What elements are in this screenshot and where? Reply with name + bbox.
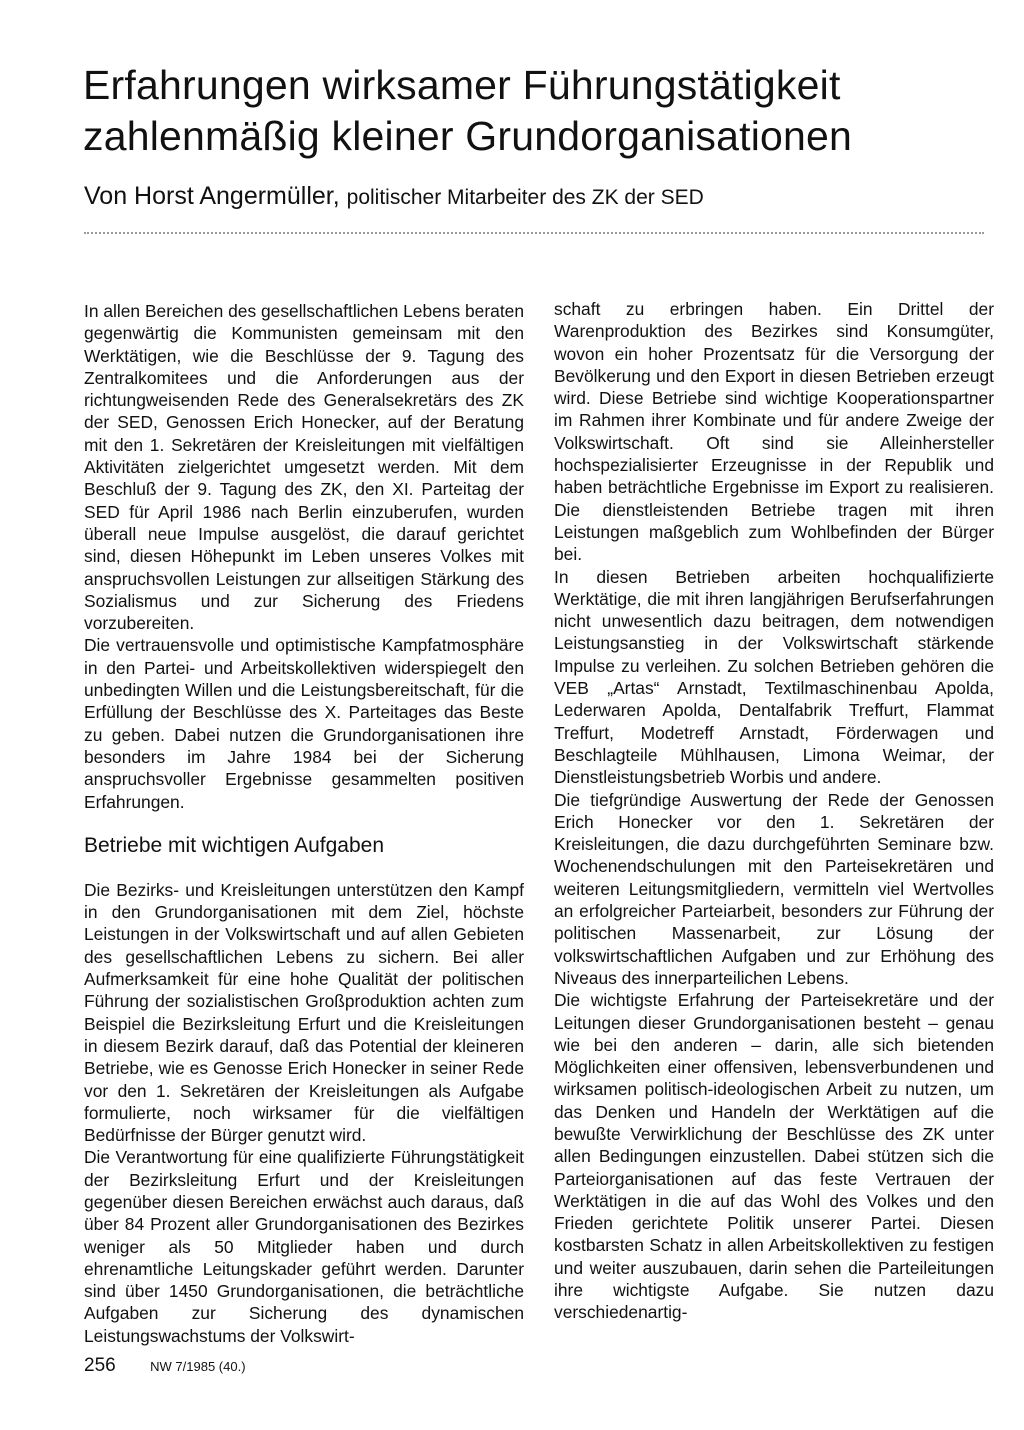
paragraph: In diesen Betrieben arbeiten hochqualifizierte Werktätige, die mit ihren langjährigen Berufserfahrungen nicht unwesentlich dazu beitragen, dem notwendigen Leistungsanstieg in der Volkswirtschaft stärkende Impulse zu verleihen. Zu solchen Betrieben gehören die VEB „Artas“ Arnstadt, Textilmaschinenbau Apolda, Lederwaren Apolda, Dentalfabrik Treffurt, Flammat Treffurt, Modetreff Arnstadt, Förderwagen und Beschlagteile Mühlhausen, Limona Weimar, der Dienstleistungsbetrieb Worbis und andere. xyxy=(554,566,994,788)
title-divider xyxy=(84,232,984,234)
paragraph: Die Verantwortung für eine qualifizierte Führungstätigkeit der Bezirksleitung Erfurt und der Kreisleitungen gegenüber diesen Bereichen erwächst auch daraus, daß über 84 Prozent aller Grundorganisationen des Bezirkes weniger als 50 Mitglieder haben und durch ehrenamtliche Leitungskader geführt werden. Darunter sind über 1450 Grundorganisationen, die beträchtliche Aufgaben zur Sicherung des dynamischen Leistungswachstums der Volkswirt- xyxy=(84,1147,524,1346)
left-column xyxy=(84,300,524,1347)
title-line-2: zahlenmäßig kleiner Grundorganisationen xyxy=(83,113,853,159)
title-line-1: Erfahrungen wirksamer Führungstätigkeit xyxy=(83,62,841,108)
right-column xyxy=(554,298,994,1324)
page-number: 256 xyxy=(84,1355,116,1376)
paragraph: Die vertrauensvolle und optimistische Kampfatmosphäre in den Partei- und Arbeitskollektiven widerspiegelt den unbedingten Willen und die Leistungsbereitschaft, für die Erfüllung der Beschlüsse des X. Parteitages das Beste zu geben. Dabei nutzen die Grundorganisationen ihre besonders im Jahre 1984 bei der Sicherung anspruchsvoller Ergebnisse gesammelten positiven Erfahrungen. xyxy=(84,635,524,812)
paragraph: schaft zu erbringen haben. Ein Drittel der Warenproduktion des Bezirkes sind Konsumgüter, wovon ein hoher Prozentsatz für die Versorgung der Bevölkerung und den Export in diesen Betrieben erzeugt wird. Diese Betriebe sind wichtige Kooperationspartner im Rahmen ihrer Kombinate und für andere Zweige der Volkswirtschaft. Oft sind sie Alleinhersteller hochspezialisierter Erzeugnisse in der Republik und haben beträchtliche Ergebnisse im Export zu realisieren. Die dienstleistenden Betriebe tragen mit ihren Leistungen maßgeblich zum Wohlbefinden der Bürger bei. xyxy=(554,299,994,565)
paragraph: In allen Bereichen des gesellschaftlichen Lebens beraten gegenwärtig die Kommunisten gemeinsam mit den Werktätigen, wie die Beschlüsse der 9. Tagung des Zentralkomitees und die Anforderungen aus der richtungweisenden Rede des Generalsekretärs des ZK der SED, Genossen Erich Honecker, auf der Beratung mit den 1. Sekretären der Kreisleitungen mit vielfältigen Aktivitäten zielgerichtet umgesetzt werden. Mit dem Beschluß der 9. Tagung des ZK, den XI. Parteitag der SED für April 1986 nach Berlin einzuberufen, wurden überall neue Impulse ausgelöst, die darauf gerichtet sind, diesen Höhepunkt im Leben unseres Volkes mit anspruchsvollen Leistungen zur allseitigen Stärkung des Sozialismus und zur Sicherung des Friedens vorzubereiten. xyxy=(84,301,524,634)
byline-author: Von Horst Angermüller, xyxy=(84,182,340,210)
paragraph: Die tiefgründige Auswertung der Rede der Genossen Erich Honecker vor den 1. Sekretären der Kreisleitungen, die dazu durchgeführten Seminare bzw. Wochenendschulungen mit den Parteisekretären und weiteren Leitungsmitgliedern, vermitteln viel Wertvolles an erfolgreicher Parteiarbeit, besonders zur Führung der politischen Massenarbeit, zur Lösung der volkswirtschaftlichen Aufgaben und zur Erhöhung des Niveaus des innerparteilichen Lebens. xyxy=(554,789,994,988)
byline xyxy=(84,180,984,214)
issue-label: NW 7/1985 (40.) xyxy=(150,1359,246,1374)
paragraph: Die Bezirks- und Kreisleitungen unterstützen den Kampf in den Grundorganisationen mit dem Ziel, höchste Leistungen in der Volkswirtschaft und auf allen Gebieten des gesellschaftlichen Lebens zu sichern. Bei aller Aufmerksamkeit für eine hohe Qualität der politischen Führung der sozialistischen Großproduktion achten zum Beispiel die Bezirksleitung Erfurt und die Kreisleitungen in diesem Bezirk darauf, daß das Potential der kleineren Betriebe, wie es Genosse Erich Honecker in seiner Rede vor den 1. Sekretären der Kreisleitungen als Aufgabe formulierte, noch wirksamer für die vielfältigen Bedürfnisse der Bürger genutzt wird. xyxy=(84,879,524,1146)
byline-role: politischer Mitarbeiter des ZK der SED xyxy=(346,186,704,209)
paragraph: Die wichtigste Erfahrung der Parteisekretäre und der Leitungen dieser Grundorganisationen besteht – genau wie bei den anderen – darin, alle sich bietenden Möglichkeiten einer offensiven, lebensverbundenen und wirksamen politisch-ideologischen Arbeit zu nutzen, um das Denken und Handeln der Werktätigen auf die bewußte Verwirklichung der Beschlüsse des ZK unter allen Bedingungen einzustellen. Dabei stützen sich die Parteiorganisationen auf das feste Vertrauen der Werktätigen in die auf das Wohl des Volkes und den Frieden gerichtete Politik unserer Partei. Diesen kostbarsten Schatz in allen Arbeitskollektiven zu festigen und weiter auszubauen, darin sehen die Parteileitungen ihre wichtigste Aufgabe. Sie nutzen dazu verschiedenartig- xyxy=(554,990,994,1323)
section-heading: Betriebe mit wichtigen Aufgaben xyxy=(84,833,385,857)
article-title xyxy=(83,60,983,162)
page-footer xyxy=(84,1355,246,1377)
